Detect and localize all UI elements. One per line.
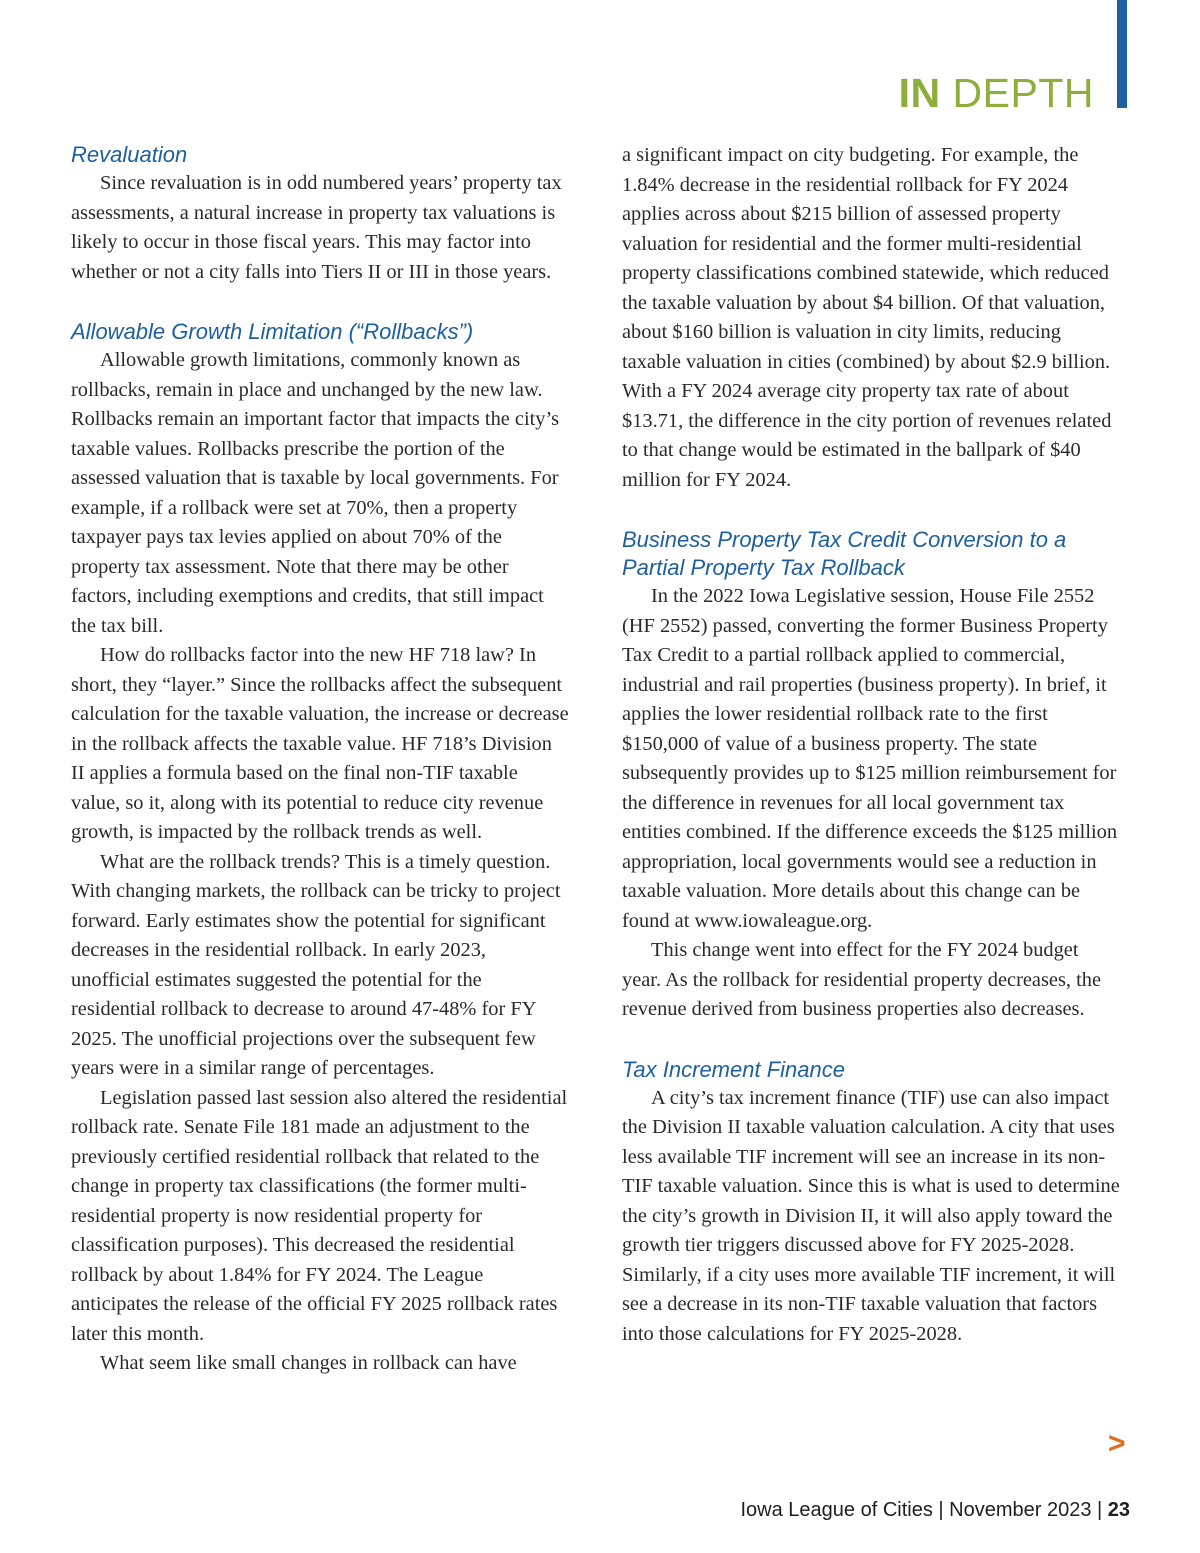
page-number: 23 bbox=[1107, 1499, 1130, 1521]
paragraph-continued: a significant impact on city budgeting. For example, the 1.84% decrease in the residential rollback for FY 2024 applies across about $215 billion of assessed property valuation for residential and the former multi-residential property classifications combined statewide, which reduced the taxable valuation by about $4 billion. Of that valuation, about $160 billion is valuation in city limits, reducing taxable valuation in cities (combined) by about $2.9 billion. With a FY 2024 average city property tax rate of about $13.71, the difference in the city portion of revenues related to that change would be estimated in the ballpark of $40 million for FY 2024. bbox=[622, 144, 1112, 491]
paragraph: What are the rollback trends? This is a timely question. With changing markets, the rollback can be tricky to project forward. Early estimates show the potential for significant decreases in the residential rollback. In early 2023, unofficial estimates suggested the potential for the residential rollback to decrease to around 47-48% for FY 2025. The unofficial projections over the subsequent few years were in a similar range of percentages. bbox=[71, 850, 561, 1079]
paragraph: A city’s tax increment finance (TIF) use can also impact the Division II taxable valuation calculation. A city that uses less available TIF increment will see an increase in its non-TIF taxable valuation. Since this is what is used to determine the city’s growth in Division II, it will also apply toward the growth tier triggers discussed above for FY 2025-2028. Similarly, if a city uses more available TIF increment, it will see a decrease in its non-TIF taxable valuation that factors into those calculations for FY 2025-2028. bbox=[622, 1086, 1120, 1345]
right-column bbox=[622, 141, 1122, 1349]
section-label-bold: IN bbox=[898, 70, 941, 116]
heading-revaluation: Revaluation bbox=[71, 142, 188, 167]
paragraph: Legislation passed last session also altered the residential rollback rate. Senate File 181 made an adjustment to the previously certified residential rollback that related to the change in property tax classifications (the former multi-residential property is now residential property for classification purposes). This decreased the residential rollback by about 1.84% for FY 2024. The League anticipates the release of the official FY 2025 rollback rates later this month. bbox=[71, 1086, 568, 1345]
heading-rollbacks: Allowable Growth Limitation (“Rollbacks”) bbox=[71, 319, 474, 344]
paragraph: Since revaluation is in odd numbered years’ property tax assessments, a natural increase in property tax valuations is likely to occur in those fiscal years. This may factor into whether or not a city falls into Tiers II or III in those years. bbox=[71, 172, 562, 283]
section-label bbox=[899, 70, 1094, 117]
paragraph: This change went into effect for the FY 2024 budget year. As the rollback for residential property decreases, the revenue derived from business properties also decreases. bbox=[622, 939, 1101, 1020]
heading-tax-increment: Tax Increment Finance bbox=[622, 1056, 845, 1082]
paragraph: How do rollbacks factor into the new HF 718 law? In short, they “layer.” Since the rollbacks affect the subsequent calculation for the taxable valuation, the increase or decrease in the rollback affects the taxable value. HF 718’s Division II applies a formula based on the final non-TIF taxable value, so it, along with its potential to reduce city revenue growth, is impacted by the rollback trends as well. bbox=[71, 644, 569, 843]
paragraph: In the 2022 Iowa Legislative session, House File 2552 (HF 2552) passed, converting the former Business Property Tax Credit to a partial rollback applied to commercial, industrial and rail properties (business property). In brief, it applies the lower residential rollback rate to the first $150,000 of value of a business property. The state subsequently provides up to $125 million reimbursement for the difference in revenues for all local government tax entities combined. If the difference exceeds the $125 million appropriation, local governments would see a reduction in taxable valuation. More details about this change can be found at www.iowaleague.org. bbox=[622, 585, 1118, 932]
section-label-rest: DEPTH bbox=[940, 70, 1094, 116]
paragraph: Allowable growth limitations, commonly known as rollbacks, remain in place and unchanged by the new law. Rollbacks remain an important factor that impacts the city’s taxable values. Rollbacks prescribe the portion of the assessed valuation that is taxable by local governments. For example, if a rollback were set at 70%, then a property taxpayer pays tax levies applied on about 70% of the property tax assessment. Note that there may be other factors, including exemptions and credits, that still impact the tax bill. bbox=[71, 349, 560, 637]
heading-business-property: Business Property Tax Credit Conversion to a Partial Property Tax Rollback bbox=[622, 527, 1067, 580]
accent-bar bbox=[1117, 0, 1127, 108]
continue-arrow-icon[interactable]: > bbox=[1108, 1427, 1126, 1460]
paragraph: What seem like small changes in rollback can have bbox=[100, 1352, 517, 1374]
footer-publication: Iowa League of Cities | November 2023 | bbox=[740, 1499, 1108, 1521]
left-column bbox=[71, 141, 569, 1379]
page-footer bbox=[740, 1499, 1130, 1522]
